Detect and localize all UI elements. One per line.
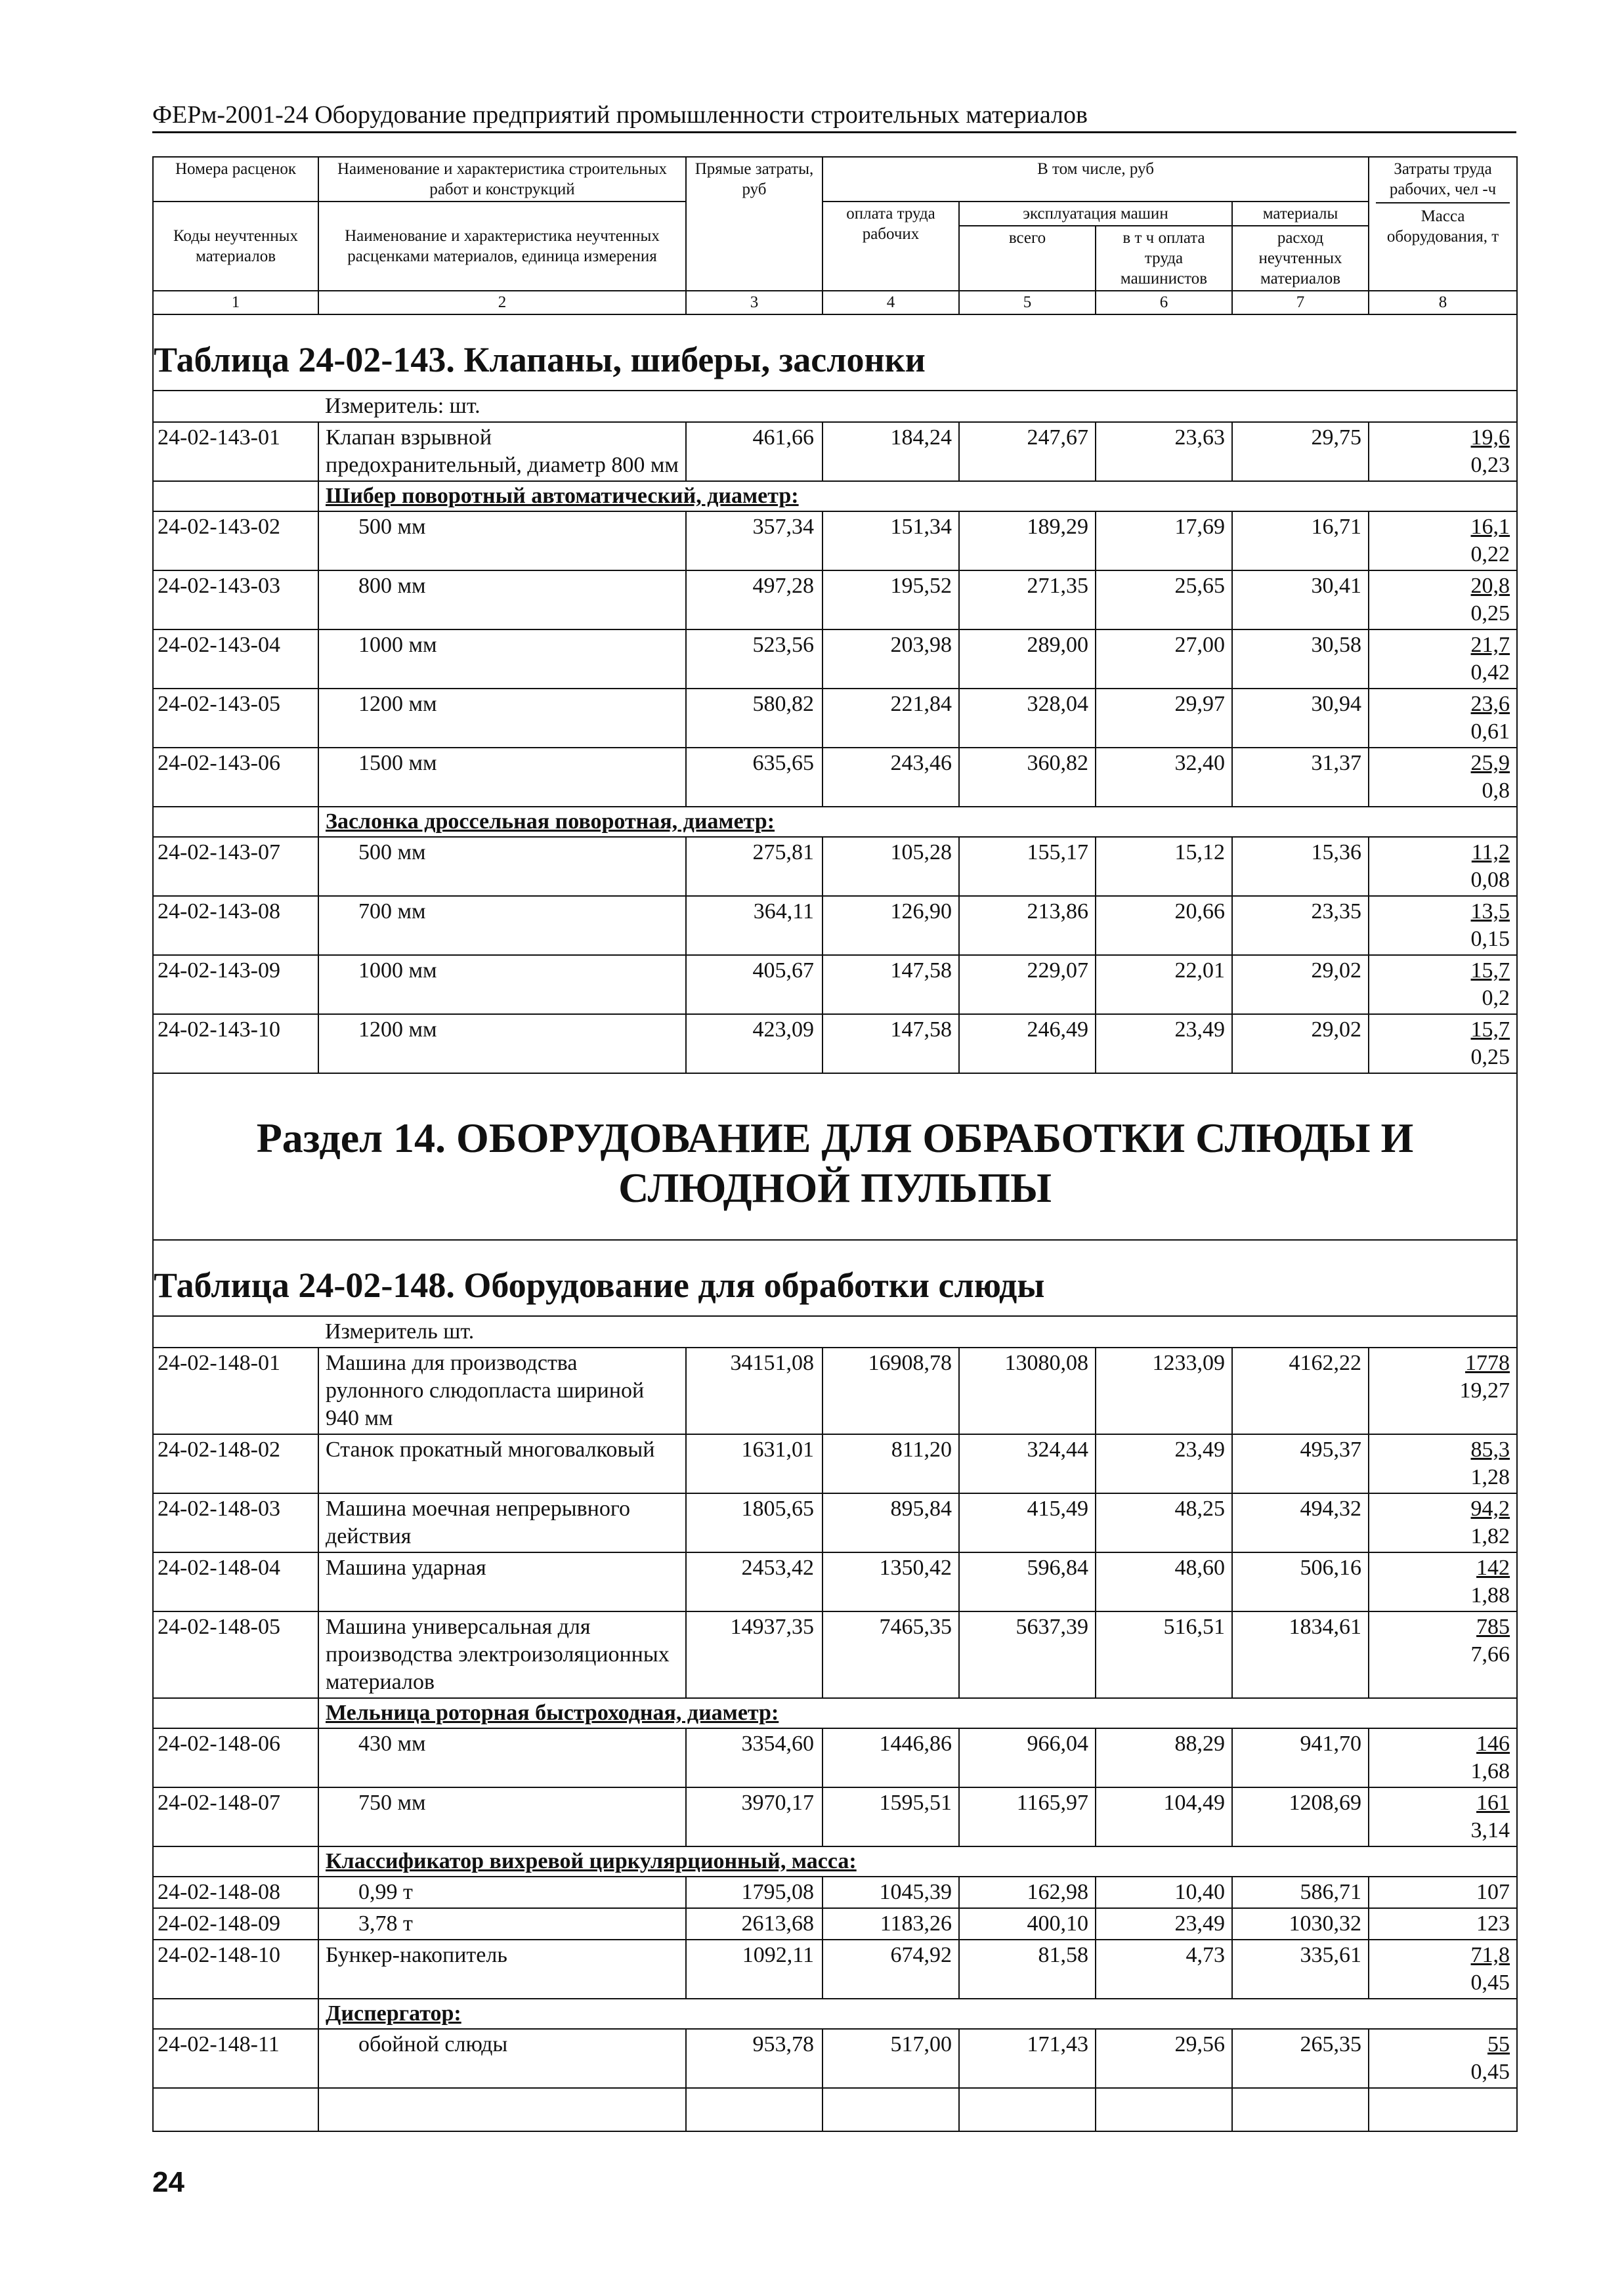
rate-code: 24-02-148-07 <box>153 1787 318 1846</box>
rate-name: Бункер-накопитель <box>318 1940 686 1999</box>
labor-mass-cell <box>1369 837 1517 896</box>
direct-costs: 953,78 <box>686 2029 823 2088</box>
col7-header: расход неучтенных материалов <box>1232 226 1369 291</box>
group-row <box>153 1846 1517 1877</box>
rate-code: 24-02-143-10 <box>153 1014 318 1073</box>
machines-total: 400,10 <box>959 1908 1096 1940</box>
labor-mass-cell <box>1369 955 1517 1014</box>
col2-header-top: Наименование и характеристика строительных работ и конструкций <box>318 157 686 202</box>
machines-total: 415,49 <box>959 1493 1096 1552</box>
materials-cost: 335,61 <box>1232 1940 1369 1999</box>
rate-name: Машина моечная непрерывного действия <box>318 1493 686 1552</box>
labor-costs: 785 <box>1476 1615 1510 1639</box>
equipment-mass: 0,08 <box>1470 868 1510 892</box>
group-row <box>153 807 1517 837</box>
group-row <box>153 1999 1517 2029</box>
labor-costs: 71,8 <box>1470 1943 1510 1967</box>
table-row <box>153 511 1517 570</box>
labor-costs: 55 <box>1487 2032 1510 2056</box>
unit-label: Измеритель: шт. <box>318 391 1517 422</box>
rate-name: 800 мм <box>318 570 686 629</box>
table-row <box>153 955 1517 1014</box>
empty-cell <box>1369 2088 1517 2131</box>
group-spacer <box>153 1698 318 1728</box>
worker-pay: 1045,39 <box>823 1877 959 1908</box>
direct-costs: 275,81 <box>686 837 823 896</box>
machines-total: 229,07 <box>959 955 1096 1014</box>
col2-header-bottom: Наименование и характеристика неучтенных расценками материалов, единица измерения <box>318 202 686 291</box>
empty-cell <box>318 2088 686 2131</box>
group-label: Классификатор вихревой циркулярционный, масса: <box>318 1846 1517 1877</box>
worker-pay: 1446,86 <box>823 1728 959 1787</box>
page-number: 24 <box>152 2166 184 2198</box>
machinist-pay: 29,56 <box>1096 2029 1232 2088</box>
labor-mass-cell <box>1369 1014 1517 1073</box>
empty-cell <box>823 2088 959 2131</box>
worker-pay: 151,34 <box>823 511 959 570</box>
machinist-pay: 88,29 <box>1096 1728 1232 1787</box>
machinist-pay: 22,01 <box>1096 955 1232 1014</box>
machinist-pay: 48,25 <box>1096 1493 1232 1552</box>
materials-cost: 941,70 <box>1232 1728 1369 1787</box>
materials-cost: 586,71 <box>1232 1877 1369 1908</box>
equipment-mass: 0,61 <box>1470 719 1510 744</box>
labor-costs: 20,8 <box>1470 574 1510 598</box>
direct-costs: 34151,08 <box>686 1348 823 1434</box>
worker-pay: 1183,26 <box>823 1908 959 1940</box>
labor-mass-cell <box>1369 511 1517 570</box>
table2-title: Таблица 24-02-148. Оборудование для обработки слюды <box>153 1240 1517 1316</box>
labor-mass-cell <box>1369 748 1517 807</box>
table1-title: Таблица 24-02-143. Клапаны, шиберы, заслонки <box>153 314 1517 391</box>
table-row <box>153 1014 1517 1073</box>
rate-code: 24-02-148-11 <box>153 2029 318 2088</box>
col-number: 1 <box>153 291 318 314</box>
worker-pay: 1595,51 <box>823 1787 959 1846</box>
equipment-mass: 3,14 <box>1470 1818 1510 1842</box>
table2-title-row <box>153 1240 1517 1316</box>
worker-pay: 147,58 <box>823 955 959 1014</box>
group-spacer <box>153 1999 318 2029</box>
machines-total: 81,58 <box>959 1940 1096 1999</box>
col5-header: всего <box>959 226 1096 291</box>
section-title: Раздел 14. ОБОРУДОВАНИЕ ДЛЯ ОБРАБОТКИ СЛЮДЫ И СЛЮДНОЙ ПУЛЬПЫ <box>153 1073 1517 1240</box>
table-row <box>153 1728 1517 1787</box>
labor-costs: 107 <box>1476 1880 1510 1904</box>
group-label: Заслонка дроссельная поворотная, диаметр: <box>318 807 1517 837</box>
labor-costs: 146 <box>1476 1732 1510 1756</box>
equipment-mass: 19,27 <box>1459 1378 1510 1403</box>
table-row <box>153 896 1517 955</box>
machinist-pay: 1233,09 <box>1096 1348 1232 1434</box>
materials-cost: 29,02 <box>1232 955 1369 1014</box>
unit-label: Измеритель шт. <box>318 1316 1517 1348</box>
labor-mass-cell <box>1369 1434 1517 1493</box>
col-number: 4 <box>823 291 959 314</box>
labor-mass-cell <box>1369 896 1517 955</box>
rate-code: 24-02-143-03 <box>153 570 318 629</box>
table-end-row <box>153 2088 1517 2131</box>
rate-name: Станок прокатный многовалковый <box>318 1434 686 1493</box>
worker-pay: 126,90 <box>823 896 959 955</box>
worker-pay: 147,58 <box>823 1014 959 1073</box>
rate-name: Машина ударная <box>318 1552 686 1611</box>
rate-code: 24-02-143-01 <box>153 422 318 481</box>
table-row <box>153 629 1517 689</box>
labor-costs: 25,9 <box>1470 751 1510 775</box>
equipment-mass: 0,45 <box>1470 2060 1510 2084</box>
labor-costs: 23,6 <box>1470 692 1510 716</box>
labor-mass-cell <box>1369 1787 1517 1846</box>
col8-header-bottom: Масса оборудования, т <box>1386 207 1499 245</box>
table1-title-row <box>153 314 1517 391</box>
rate-name: 3,78 т <box>318 1908 686 1940</box>
labor-costs: 16,1 <box>1470 515 1510 539</box>
machines-total: 247,67 <box>959 422 1096 481</box>
labor-costs: 142 <box>1476 1556 1510 1580</box>
col-number: 3 <box>686 291 823 314</box>
worker-pay: 203,98 <box>823 629 959 689</box>
machines-header: эксплуатация машин <box>959 202 1232 226</box>
materials-cost: 495,37 <box>1232 1434 1369 1493</box>
labor-costs: 1778 <box>1465 1351 1510 1375</box>
labor-mass-cell <box>1369 422 1517 481</box>
materials-cost: 29,75 <box>1232 422 1369 481</box>
machines-total: 966,04 <box>959 1728 1096 1787</box>
machines-total: 246,49 <box>959 1014 1096 1073</box>
rate-name: 1000 мм <box>318 629 686 689</box>
empty-cell <box>153 2088 318 2131</box>
machines-total: 171,43 <box>959 2029 1096 2088</box>
materials-cost: 1834,61 <box>1232 1611 1369 1698</box>
group-label: Шибер поворотный автоматический, диаметр: <box>318 481 1517 511</box>
rate-name: Клапан взрывной предохранительный, диаметр 800 мм <box>318 422 686 481</box>
machinist-pay: 20,66 <box>1096 896 1232 955</box>
labor-mass-cell <box>1369 2029 1517 2088</box>
rates-table <box>152 156 1518 2132</box>
table-row <box>153 1611 1517 1698</box>
group-row <box>153 481 1517 511</box>
machinist-pay: 32,40 <box>1096 748 1232 807</box>
direct-costs: 1631,01 <box>686 1434 823 1493</box>
rate-name: 700 мм <box>318 896 686 955</box>
equipment-mass: 0,22 <box>1470 542 1510 566</box>
table-row <box>153 570 1517 629</box>
materials-cost: 30,58 <box>1232 629 1369 689</box>
empty-cell <box>1232 2088 1369 2131</box>
materials-cost: 506,16 <box>1232 1552 1369 1611</box>
rate-code: 24-02-148-03 <box>153 1493 318 1552</box>
group-label: Мельница роторная быстроходная, диаметр: <box>318 1698 1517 1728</box>
materials-cost: 29,02 <box>1232 1014 1369 1073</box>
worker-pay: 243,46 <box>823 748 959 807</box>
direct-costs: 357,34 <box>686 511 823 570</box>
rate-code: 24-02-143-02 <box>153 511 318 570</box>
equipment-mass: 0,42 <box>1470 660 1510 685</box>
machines-total: 162,98 <box>959 1877 1096 1908</box>
rate-code: 24-02-143-09 <box>153 955 318 1014</box>
materials-cost: 16,71 <box>1232 511 1369 570</box>
direct-costs: 461,66 <box>686 422 823 481</box>
empty-cell <box>959 2088 1096 2131</box>
direct-costs: 3970,17 <box>686 1787 823 1846</box>
rate-name: 1200 мм <box>318 1014 686 1073</box>
rate-code: 24-02-143-04 <box>153 629 318 689</box>
materials-cost: 31,37 <box>1232 748 1369 807</box>
rate-name: Машина универсальная для производства электроизоляционных материалов <box>318 1611 686 1698</box>
machines-total: 596,84 <box>959 1552 1096 1611</box>
table-row <box>153 1348 1517 1434</box>
page-header: ФЕРм-2001-24 Оборудование предприятий промышленности строительных материалов <box>152 100 1516 133</box>
materials-cost: 265,35 <box>1232 2029 1369 2088</box>
machines-total: 1165,97 <box>959 1787 1096 1846</box>
machines-total: 213,86 <box>959 896 1096 955</box>
machines-total: 289,00 <box>959 629 1096 689</box>
group-label: Диспергатор: <box>318 1999 1517 2029</box>
table-row <box>153 1877 1517 1908</box>
labor-costs: 94,2 <box>1470 1497 1510 1521</box>
machines-total: 324,44 <box>959 1434 1096 1493</box>
table-row <box>153 2029 1517 2088</box>
worker-pay: 221,84 <box>823 689 959 748</box>
worker-pay: 7465,35 <box>823 1611 959 1698</box>
labor-mass-cell <box>1369 689 1517 748</box>
direct-costs: 1805,65 <box>686 1493 823 1552</box>
col-number: 6 <box>1096 291 1232 314</box>
materials-cost: 494,32 <box>1232 1493 1369 1552</box>
rate-code: 24-02-143-06 <box>153 748 318 807</box>
machinist-pay: 23,49 <box>1096 1014 1232 1073</box>
machinist-pay: 17,69 <box>1096 511 1232 570</box>
col8-header <box>1369 157 1517 291</box>
rate-code: 24-02-148-04 <box>153 1552 318 1611</box>
rate-name: 500 мм <box>318 837 686 896</box>
machines-total: 271,35 <box>959 570 1096 629</box>
worker-pay: 895,84 <box>823 1493 959 1552</box>
equipment-mass: 0,15 <box>1470 927 1510 951</box>
col-number: 2 <box>318 291 686 314</box>
group-row <box>153 1698 1517 1728</box>
col-number: 8 <box>1369 291 1517 314</box>
equipment-mass: 1,68 <box>1470 1759 1510 1783</box>
col8-header-top: Затраты труда рабочих, чел -ч <box>1376 159 1510 203</box>
labor-mass-cell <box>1369 570 1517 629</box>
materials-cost: 30,41 <box>1232 570 1369 629</box>
unit-row <box>153 1316 1517 1348</box>
table-row <box>153 1493 1517 1552</box>
unit-row <box>153 391 1517 422</box>
col-number: 5 <box>959 291 1096 314</box>
group-spacer <box>153 481 318 511</box>
rate-name: Машина для производства рулонного слюдопласта шириной 940 мм <box>318 1348 686 1434</box>
direct-costs: 423,09 <box>686 1014 823 1073</box>
unit-spacer <box>153 1316 318 1348</box>
materials-cost: 30,94 <box>1232 689 1369 748</box>
rate-name: 750 мм <box>318 1787 686 1846</box>
worker-pay: 184,24 <box>823 422 959 481</box>
table-row <box>153 1908 1517 1940</box>
table-row <box>153 837 1517 896</box>
worker-pay: 105,28 <box>823 837 959 896</box>
direct-costs: 3354,60 <box>686 1728 823 1787</box>
col1-header-top: Номера расценок <box>153 157 318 202</box>
materials-cost: 23,35 <box>1232 896 1369 955</box>
group-spacer <box>153 807 318 837</box>
col1-header-bottom: Коды неучтенных материалов <box>153 202 318 291</box>
machinist-pay: 25,65 <box>1096 570 1232 629</box>
equipment-mass: 0,23 <box>1470 453 1510 477</box>
col3-header: Прямые затраты, руб <box>686 157 823 291</box>
rate-code: 24-02-143-05 <box>153 689 318 748</box>
group-spacer <box>153 1846 318 1877</box>
machinist-pay: 29,97 <box>1096 689 1232 748</box>
included-header: В том числе, руб <box>823 157 1369 202</box>
machines-total: 360,82 <box>959 748 1096 807</box>
direct-costs: 14937,35 <box>686 1611 823 1698</box>
table-row <box>153 1940 1517 1999</box>
rate-name: 1000 мм <box>318 955 686 1014</box>
col4-header: оплата труда рабочих <box>823 202 959 291</box>
machines-total: 155,17 <box>959 837 1096 896</box>
rate-code: 24-02-148-06 <box>153 1728 318 1787</box>
machinist-pay: 104,49 <box>1096 1787 1232 1846</box>
equipment-mass: 1,82 <box>1470 1524 1510 1548</box>
rate-name: 0,99 т <box>318 1877 686 1908</box>
labor-mass-cell <box>1369 1552 1517 1611</box>
rate-name: 500 мм <box>318 511 686 570</box>
equipment-mass: 0,45 <box>1470 1970 1510 1995</box>
labor-costs: 21,7 <box>1470 633 1510 657</box>
materials-cost: 15,36 <box>1232 837 1369 896</box>
equipment-mass: 0,25 <box>1470 1045 1510 1069</box>
worker-pay: 674,92 <box>823 1940 959 1999</box>
table-row <box>153 689 1517 748</box>
section-title-row <box>153 1073 1517 1240</box>
equipment-mass: 1,88 <box>1470 1583 1510 1608</box>
rate-name: 430 мм <box>318 1728 686 1787</box>
materials-cost: 1208,69 <box>1232 1787 1369 1846</box>
labor-mass-cell <box>1369 1611 1517 1698</box>
machines-total: 5637,39 <box>959 1611 1096 1698</box>
labor-costs: 123 <box>1476 1911 1510 1936</box>
equipment-mass: 0,8 <box>1482 778 1510 803</box>
direct-costs: 523,56 <box>686 629 823 689</box>
labor-mass-cell <box>1369 1493 1517 1552</box>
machinist-pay: 23,49 <box>1096 1908 1232 1940</box>
direct-costs: 2453,42 <box>686 1552 823 1611</box>
machines-total: 328,04 <box>959 689 1096 748</box>
direct-costs: 405,67 <box>686 955 823 1014</box>
rate-code: 24-02-143-07 <box>153 837 318 896</box>
rate-code: 24-02-148-05 <box>153 1611 318 1698</box>
machinist-pay: 23,63 <box>1096 422 1232 481</box>
equipment-mass: 0,2 <box>1482 986 1510 1010</box>
direct-costs: 635,65 <box>686 748 823 807</box>
labor-costs: 19,6 <box>1470 425 1510 450</box>
rate-name: 1200 мм <box>318 689 686 748</box>
equipment-mass: 0,25 <box>1470 601 1510 626</box>
unit-spacer <box>153 391 318 422</box>
labor-costs: 161 <box>1476 1791 1510 1815</box>
machinist-pay: 27,00 <box>1096 629 1232 689</box>
materials-cost: 1030,32 <box>1232 1908 1369 1940</box>
rate-code: 24-02-148-09 <box>153 1908 318 1940</box>
labor-costs: 13,5 <box>1470 899 1510 924</box>
labor-mass-cell <box>1369 1728 1517 1787</box>
labor-costs: 85,3 <box>1470 1438 1510 1462</box>
table-row <box>153 1434 1517 1493</box>
table-row <box>153 1787 1517 1846</box>
machines-total: 13080,08 <box>959 1348 1096 1434</box>
machinist-pay: 10,40 <box>1096 1877 1232 1908</box>
equipment-mass: 7,66 <box>1470 1642 1510 1667</box>
rate-name: 1500 мм <box>318 748 686 807</box>
worker-pay: 1350,42 <box>823 1552 959 1611</box>
labor-mass-cell <box>1369 1940 1517 1999</box>
machinist-pay: 15,12 <box>1096 837 1232 896</box>
labor-costs: 11,2 <box>1471 840 1510 864</box>
direct-costs: 364,11 <box>686 896 823 955</box>
equipment-mass: 1,28 <box>1470 1465 1510 1489</box>
labor-costs: 15,7 <box>1470 958 1510 983</box>
worker-pay: 811,20 <box>823 1434 959 1493</box>
machinist-pay: 516,51 <box>1096 1611 1232 1698</box>
empty-cell <box>686 2088 823 2131</box>
materials-header: материалы <box>1232 202 1369 226</box>
direct-costs: 1795,08 <box>686 1877 823 1908</box>
table-row <box>153 422 1517 481</box>
empty-cell <box>1096 2088 1232 2131</box>
rate-code: 24-02-148-01 <box>153 1348 318 1434</box>
col6-header: в т ч оплата труда машинистов <box>1096 226 1232 291</box>
rate-code: 24-02-148-02 <box>153 1434 318 1493</box>
labor-mass-cell <box>1369 629 1517 689</box>
machines-total: 189,29 <box>959 511 1096 570</box>
worker-pay: 195,52 <box>823 570 959 629</box>
direct-costs: 497,28 <box>686 570 823 629</box>
worker-pay: 16908,78 <box>823 1348 959 1434</box>
labor-costs: 15,7 <box>1470 1017 1510 1042</box>
labor-mass-cell <box>1369 1908 1517 1940</box>
rate-name: обойной слюды <box>318 2029 686 2088</box>
worker-pay: 517,00 <box>823 2029 959 2088</box>
rate-code: 24-02-148-08 <box>153 1877 318 1908</box>
rate-code: 24-02-143-08 <box>153 896 318 955</box>
direct-costs: 2613,68 <box>686 1908 823 1940</box>
direct-costs: 580,82 <box>686 689 823 748</box>
table-row <box>153 1552 1517 1611</box>
col-number: 7 <box>1232 291 1369 314</box>
table-row <box>153 748 1517 807</box>
machinist-pay: 23,49 <box>1096 1434 1232 1493</box>
machinist-pay: 4,73 <box>1096 1940 1232 1999</box>
materials-cost: 4162,22 <box>1232 1348 1369 1434</box>
machinist-pay: 48,60 <box>1096 1552 1232 1611</box>
labor-mass-cell <box>1369 1348 1517 1434</box>
labor-mass-cell <box>1369 1877 1517 1908</box>
rate-code: 24-02-148-10 <box>153 1940 318 1999</box>
direct-costs: 1092,11 <box>686 1940 823 1999</box>
